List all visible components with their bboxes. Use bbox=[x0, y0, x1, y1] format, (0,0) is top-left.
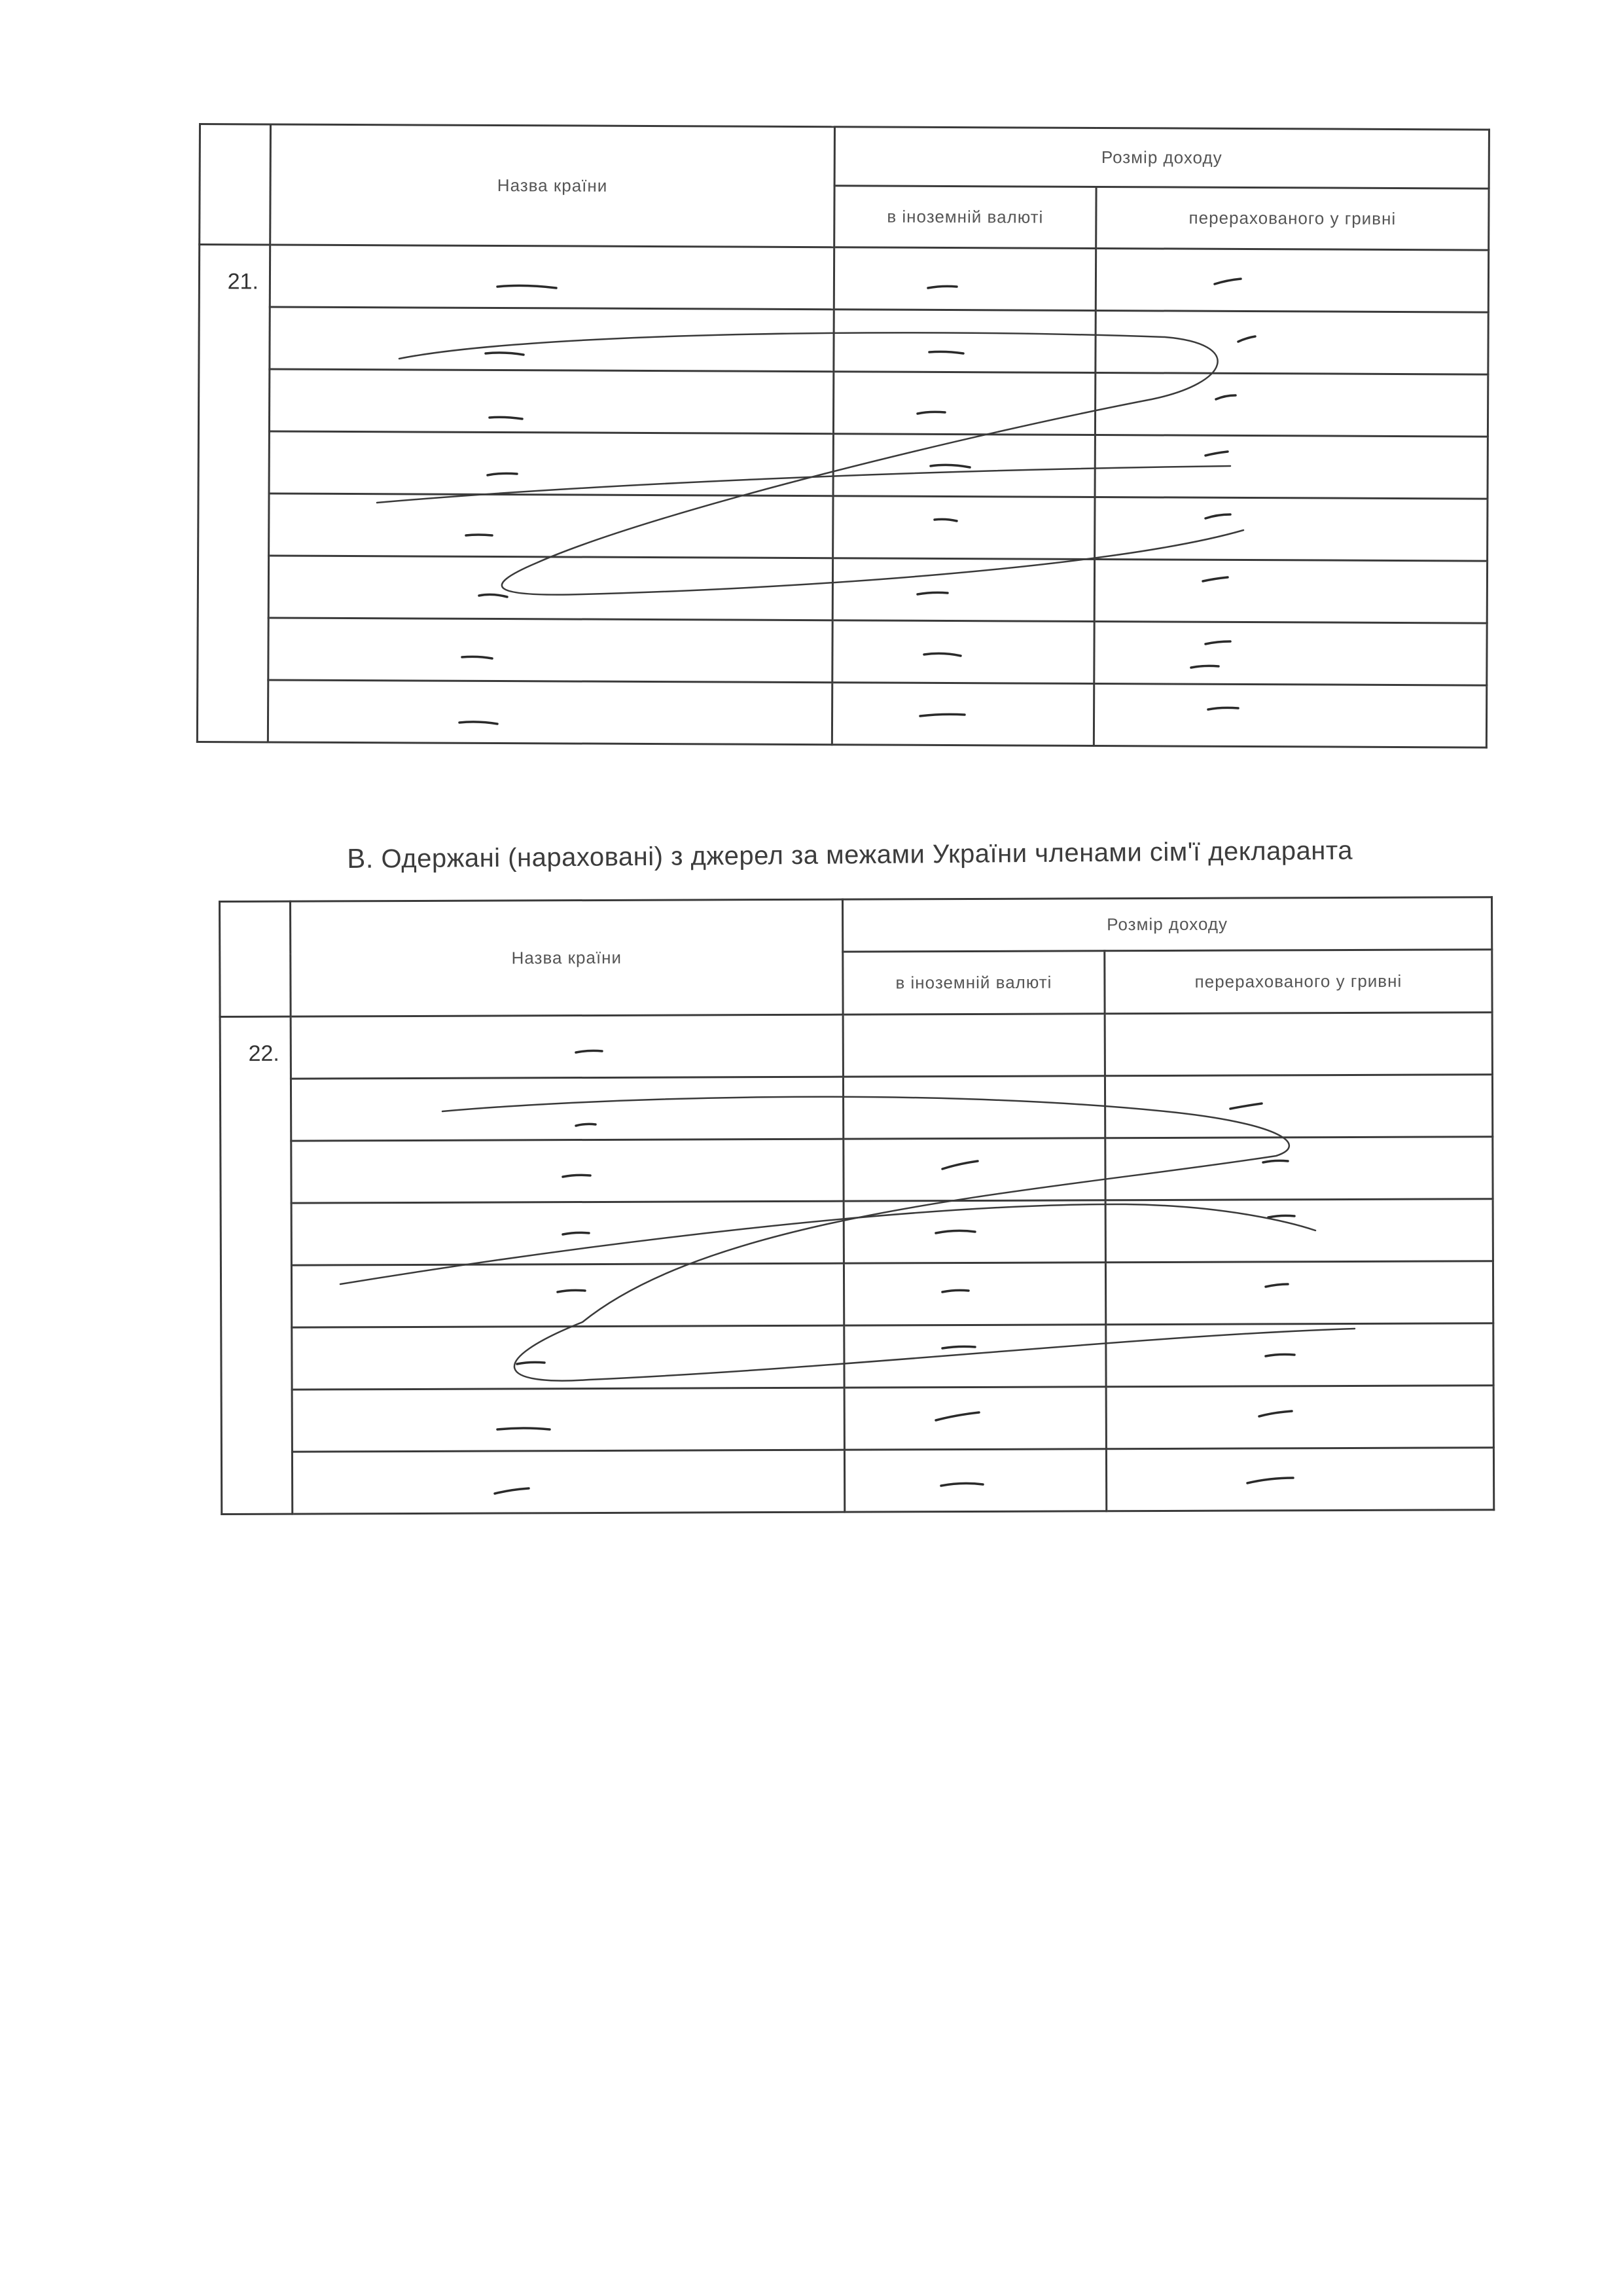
header-income-size: Розмір доходу bbox=[842, 897, 1491, 952]
country-cell bbox=[270, 307, 834, 372]
foreign-cell bbox=[833, 372, 1095, 435]
uah-cell bbox=[1095, 497, 1488, 561]
income-table-family bbox=[219, 896, 1495, 1515]
section-title-text: Одержані (нараховані) з джерел за межами України членами сім'ї декларанта bbox=[381, 836, 1353, 874]
table-row bbox=[198, 369, 1488, 437]
uah-cell bbox=[1096, 248, 1488, 312]
table-row bbox=[221, 1386, 1493, 1452]
country-cell bbox=[292, 1325, 844, 1390]
header-number-cell bbox=[200, 124, 271, 245]
income-table-declarant bbox=[196, 123, 1490, 749]
row-number: 22. bbox=[220, 1016, 293, 1514]
table-row bbox=[221, 1261, 1493, 1328]
table-row bbox=[221, 1199, 1493, 1266]
foreign-cell bbox=[844, 1449, 1106, 1512]
foreign-cell bbox=[833, 434, 1095, 497]
uah-cell bbox=[1094, 683, 1486, 747]
table-row bbox=[221, 1137, 1493, 1204]
section-b-title bbox=[347, 834, 1353, 874]
foreign-cell bbox=[844, 1325, 1106, 1388]
uah-cell bbox=[1105, 1261, 1493, 1325]
uah-cell bbox=[1105, 1075, 1492, 1138]
row-number: 21. bbox=[197, 245, 270, 742]
country-cell bbox=[270, 245, 834, 310]
uah-cell bbox=[1106, 1323, 1493, 1387]
uah-cell bbox=[1105, 1137, 1493, 1200]
uah-cell bbox=[1094, 621, 1487, 685]
header-country: Назва країни bbox=[270, 124, 835, 247]
country-cell bbox=[268, 618, 832, 683]
foreign-cell bbox=[844, 1263, 1105, 1325]
table-header-row bbox=[220, 897, 1492, 954]
foreign-cell bbox=[843, 1076, 1105, 1139]
header-income-size: Розмір доходу bbox=[834, 127, 1489, 188]
header-country: Назва країни bbox=[291, 899, 844, 1016]
foreign-cell bbox=[834, 247, 1096, 311]
table-row bbox=[197, 679, 1486, 747]
country-cell bbox=[292, 1450, 844, 1514]
header-converted-uah: перерахованого у гривні bbox=[1105, 950, 1492, 1014]
table-row bbox=[198, 493, 1488, 562]
country-cell bbox=[268, 556, 832, 620]
foreign-cell bbox=[833, 496, 1095, 560]
country-cell bbox=[269, 431, 833, 496]
foreign-cell bbox=[844, 1200, 1105, 1263]
uah-cell bbox=[1095, 372, 1488, 437]
foreign-cell bbox=[832, 558, 1094, 622]
country-cell bbox=[292, 1388, 844, 1452]
header-number-cell bbox=[220, 901, 291, 1016]
header-foreign-currency: в іноземній валюті bbox=[843, 951, 1105, 1014]
header-converted-uah: перерахованого у гривні bbox=[1096, 187, 1489, 250]
country-cell bbox=[291, 1139, 844, 1203]
country-cell bbox=[269, 369, 833, 434]
table-row bbox=[221, 1448, 1493, 1515]
table-row bbox=[221, 1323, 1493, 1390]
table-header-row bbox=[200, 124, 1489, 189]
section-letter: В. bbox=[347, 842, 374, 874]
country-cell bbox=[291, 1201, 844, 1265]
foreign-cell bbox=[844, 1387, 1106, 1450]
uah-cell bbox=[1106, 1448, 1493, 1511]
country-cell bbox=[268, 680, 832, 745]
table-row bbox=[199, 307, 1488, 375]
foreign-cell bbox=[834, 310, 1096, 373]
country-cell bbox=[291, 1263, 844, 1327]
uah-cell bbox=[1096, 310, 1488, 374]
country-cell bbox=[291, 1077, 843, 1141]
table-row bbox=[198, 556, 1487, 624]
uah-cell bbox=[1106, 1386, 1493, 1449]
country-cell bbox=[269, 493, 833, 558]
table-row bbox=[220, 1075, 1492, 1141]
uah-cell bbox=[1105, 1199, 1493, 1263]
table-row bbox=[198, 431, 1488, 499]
uah-cell bbox=[1094, 559, 1487, 623]
foreign-cell bbox=[844, 1138, 1105, 1201]
table-row bbox=[220, 1013, 1492, 1079]
country-cell bbox=[291, 1014, 843, 1079]
foreign-cell bbox=[832, 683, 1094, 746]
uah-cell bbox=[1095, 435, 1488, 499]
table-row bbox=[199, 245, 1488, 313]
foreign-cell bbox=[832, 620, 1094, 684]
table-row bbox=[198, 617, 1487, 685]
foreign-cell bbox=[843, 1014, 1105, 1077]
uah-cell bbox=[1105, 1013, 1492, 1076]
header-foreign-currency: в іноземній валюті bbox=[834, 186, 1096, 249]
